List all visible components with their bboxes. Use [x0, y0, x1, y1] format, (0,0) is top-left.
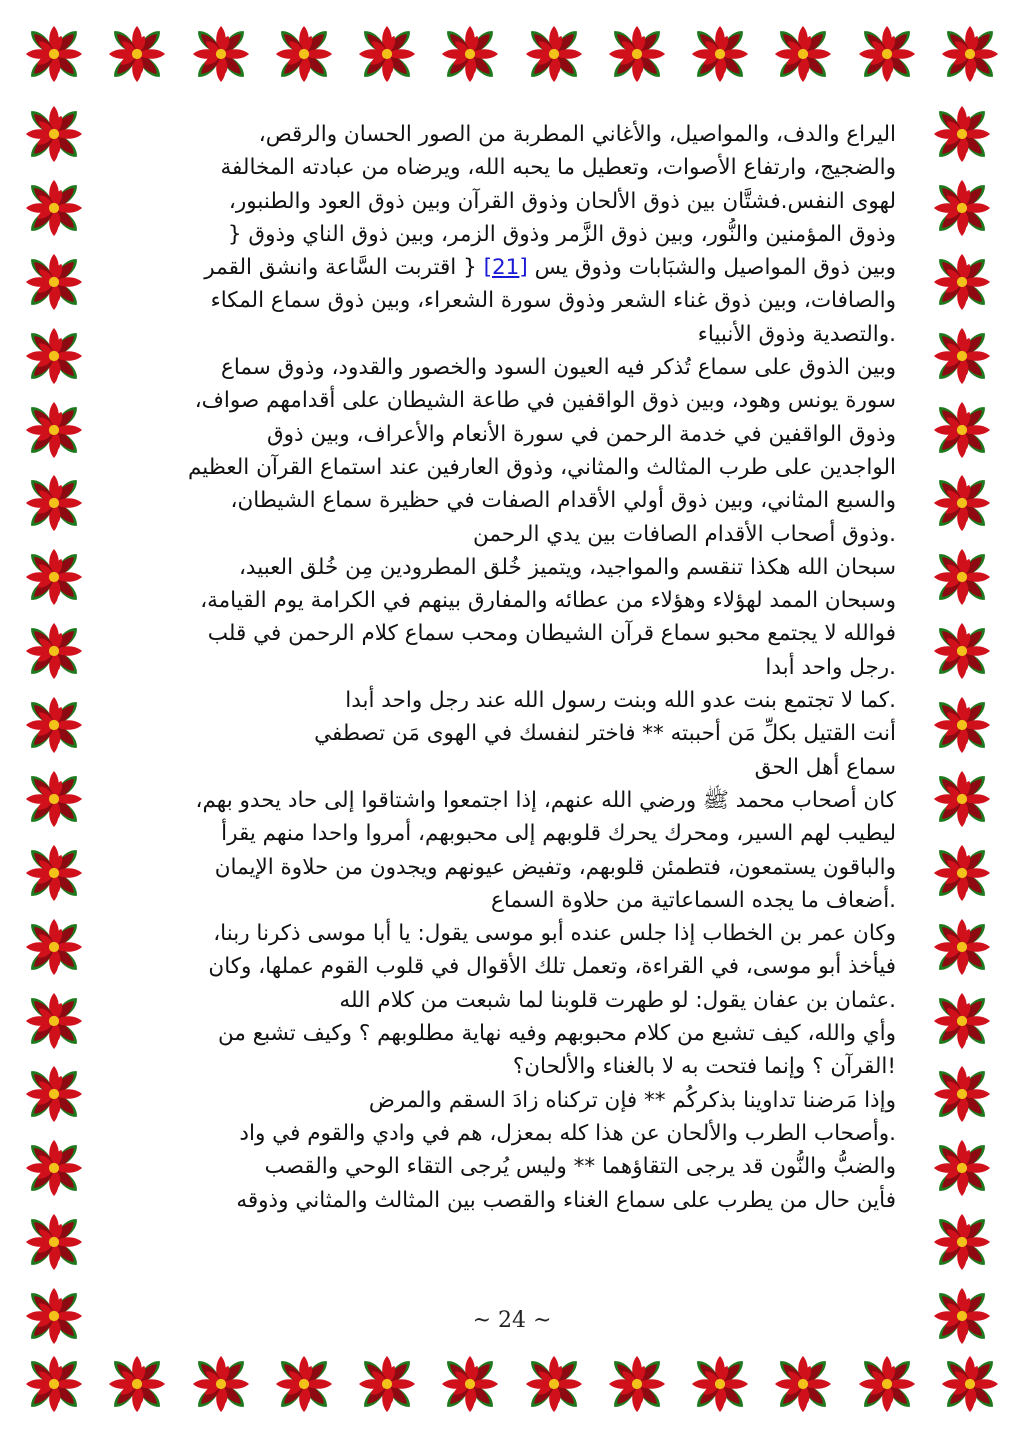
poinsettia-icon — [18, 987, 90, 1055]
poinsettia-icon — [767, 1350, 839, 1418]
text-line: والصافات، وبين ذوق غناء الشعر وذوق سورة الشعراء، وبين ذوق سماع المكاء — [210, 288, 896, 314]
poinsettia-icon — [926, 396, 998, 464]
poinsettia-icon — [18, 617, 90, 685]
poinsettia-icon — [926, 617, 998, 685]
poinsettia-icon — [926, 174, 998, 242]
text-segment: وبين ذوق المواصيل والشبَابات وذوق يس — [534, 255, 896, 281]
poinsettia-icon — [18, 100, 90, 168]
poinsettia-icon — [18, 691, 90, 759]
text-line: وذوق المؤمنين والنُّور، وبين ذوق الزَّمر وذوق الزمر، وبين ذوق الناي وذوق { — [227, 221, 896, 247]
poinsettia-icon — [926, 543, 998, 611]
poinsettia-icon — [434, 20, 506, 88]
poinsettia-icon — [601, 1350, 673, 1418]
poinsettia-icon — [101, 1350, 173, 1418]
footnote-reference-link[interactable]: [21] — [483, 255, 528, 281]
text-line: .والتصدية وذوق الأنبياء — [697, 321, 896, 347]
poinsettia-icon — [518, 1350, 590, 1418]
text-line: كان أصحاب محمد ﷺ ورضي الله عنهم، إذا اجتمعوا واشتاقوا إلى حاد يحدو بهم، — [195, 787, 896, 813]
poinsettia-icon — [934, 1350, 1006, 1418]
poinsettia-icon — [851, 1350, 923, 1418]
poinsettia-icon — [18, 1060, 90, 1128]
poinsettia-icon — [18, 1134, 90, 1202]
border-top — [18, 20, 1006, 100]
poinsettia-icon — [18, 322, 90, 390]
poinsettia-icon — [518, 20, 590, 88]
text-line: لهوى النفس.فشتَّان بين ذوق الألحان وذوق القرآن وبين ذوق العود والطنبور، — [228, 188, 896, 214]
section-heading: سماع أهل الحق — [754, 754, 896, 780]
poinsettia-icon — [926, 100, 998, 168]
poinsettia-icon — [268, 20, 340, 88]
border-right — [926, 100, 1006, 1350]
border-left — [18, 100, 98, 1350]
poinsettia-icon — [18, 839, 90, 907]
page-body — [130, 118, 896, 1318]
text-line: وإذا مَرضنا تداوينا بذكركُم ** فإن تركناه زادَ السقم والمرض — [368, 1087, 896, 1113]
poinsettia-icon — [351, 20, 423, 88]
poinsettia-icon — [851, 20, 923, 88]
poinsettia-icon — [926, 765, 998, 833]
border-bottom — [18, 1350, 1006, 1430]
text-line: سورة يونس وهود، وبين ذوق الواقفين في طاعة الشيطان على أقدامهم صواف، — [194, 388, 896, 414]
poinsettia-icon — [767, 20, 839, 88]
poinsettia-icon — [18, 174, 90, 242]
text-line: فأين حال من يطرب على سماع الغناء والقصب بين المثالث والمثاني وذوقه — [236, 1187, 896, 1213]
poinsettia-icon — [601, 20, 673, 88]
poinsettia-icon — [185, 1350, 257, 1418]
text-line: .أضعاف ما يجده السماعاتية من حلاوة السماع — [491, 887, 896, 913]
poinsettia-icon — [18, 396, 90, 464]
poinsettia-icon — [926, 1208, 998, 1276]
text-line: .كما لا تجتمع بنت عدو الله وبنت رسول الله عند رجل واحد أبدا — [345, 688, 896, 714]
text-line: وبين الذوق على سماع تُذكر فيه العيون السود والخصور والقدود، وذوق سماع — [220, 355, 896, 381]
poinsettia-icon — [926, 987, 998, 1055]
poinsettia-icon — [351, 1350, 423, 1418]
page-number: ~ 24 ~ — [472, 1308, 552, 1333]
poinsettia-icon — [18, 543, 90, 611]
text-line: اليراع والدف، والمواصيل، والأغاني المطربة من الصور الحسان والرقص، — [258, 122, 896, 147]
poinsettia-icon — [926, 913, 998, 981]
poinsettia-icon — [18, 1208, 90, 1276]
text-line: والباقون يستمعون، فتطمئن قلوبهم، وتفيض عيونهم ويجدون من حلاوة الإيمان — [214, 854, 896, 880]
poinsettia-icon — [18, 469, 90, 537]
text-line: سبحان الله هكذا تنقسم والمواجيد، ويتميز خُلق المطرودين مِن خُلق العبيد، — [238, 554, 896, 580]
poinsettia-icon — [268, 1350, 340, 1418]
text-line: فوالله لا يجتمع محبو سماع قرآن الشيطان ومحب سماع كلام الرحمن في قلب — [207, 621, 896, 647]
poinsettia-icon — [926, 469, 998, 537]
poinsettia-icon — [926, 1134, 998, 1202]
poinsettia-icon — [18, 248, 90, 316]
poinsettia-icon — [934, 20, 1006, 88]
text-line: أنت القتيل بكلِّ مَن أحببته ** فاختر لنفسك في الهوى مَن تصطفي — [314, 721, 896, 747]
poinsettia-icon — [926, 691, 998, 759]
text-line: وسبحان الممد لهؤلاء وهؤلاء من عطائه والمفارق بينهم في الكرامة يوم القيامة، — [200, 588, 896, 614]
text-line: .رجل واحد أبدا — [765, 654, 896, 680]
poinsettia-icon — [684, 20, 756, 88]
poinsettia-icon — [926, 322, 998, 390]
poinsettia-icon — [926, 1060, 998, 1128]
poinsettia-icon — [18, 913, 90, 981]
text-line: والسبع المثاني، وبين ذوق أولي الأقدام الصفات في حظيرة سماع الشيطان، — [230, 488, 896, 514]
poinsettia-icon — [101, 20, 173, 88]
text-line: .وذوق أصحاب الأقدام الصافات بين يدي الرحمن — [472, 521, 896, 547]
poinsettia-icon — [18, 1350, 90, 1418]
text-line: الواجدين على طرب المثالث والمثاني، وذوق العارفين عند استماع القرآن العظيم — [187, 454, 896, 480]
poinsettia-icon — [434, 1350, 506, 1418]
text-line: ليطيب لهم السير، ومحرك يحرك قلوبهم إلى محبوبهم، أمروا واحدا منهم يقرأ — [221, 821, 896, 847]
text-line: وكان عمر بن الخطاب إذا جلس عنده أبو موسى يقول: يا أبا موسى ذكرنا ربنا، — [213, 921, 896, 947]
poinsettia-icon — [926, 248, 998, 316]
text-line: .عثمان بن عفان يقول: لو طهرت قلوبنا لما شبعت من كلام الله — [339, 987, 896, 1013]
text-line-with-reference — [130, 251, 896, 284]
poinsettia-icon — [18, 20, 90, 88]
text-line: .وأصحاب الطرب والألحان عن هذا كله بمعزل، هم في وادي والقوم في واد — [239, 1120, 896, 1146]
poinsettia-icon — [926, 839, 998, 907]
text-line: فيأخذ أبو موسى، في القراءة، وتعمل تلك الأقوال في قلوب القوم عملها، وكان — [208, 954, 896, 980]
poinsettia-icon — [18, 765, 90, 833]
text-segment: { اقتربت السَّاعة وانشق القمر — [204, 255, 477, 281]
text-line: والضبُّ والنُّون قد يرجى التقاؤهما ** وليس يُرجى التقاء الوحي والقصب — [264, 1154, 896, 1180]
poinsettia-icon — [684, 1350, 756, 1418]
poinsettia-icon — [185, 20, 257, 88]
text-line: !القرآن ؟ وإنما فتحت به لا بالغناء والألحان؟ — [512, 1054, 896, 1080]
text-line: والضجيج، وارتفاع الأصوات، وتعطيل ما يحبه الله، ويرضاه من عبادته المخالفة — [220, 155, 896, 181]
text-line: وأي والله، كيف تشبع من كلام محبوبهم وفيه نهاية مطلوبهم ؟ وكيف تشبع من — [217, 1021, 896, 1047]
text-line: وذوق الواقفين في خدمة الرحمن في سورة الأنعام والأعراف، وبين ذوق — [266, 421, 896, 447]
